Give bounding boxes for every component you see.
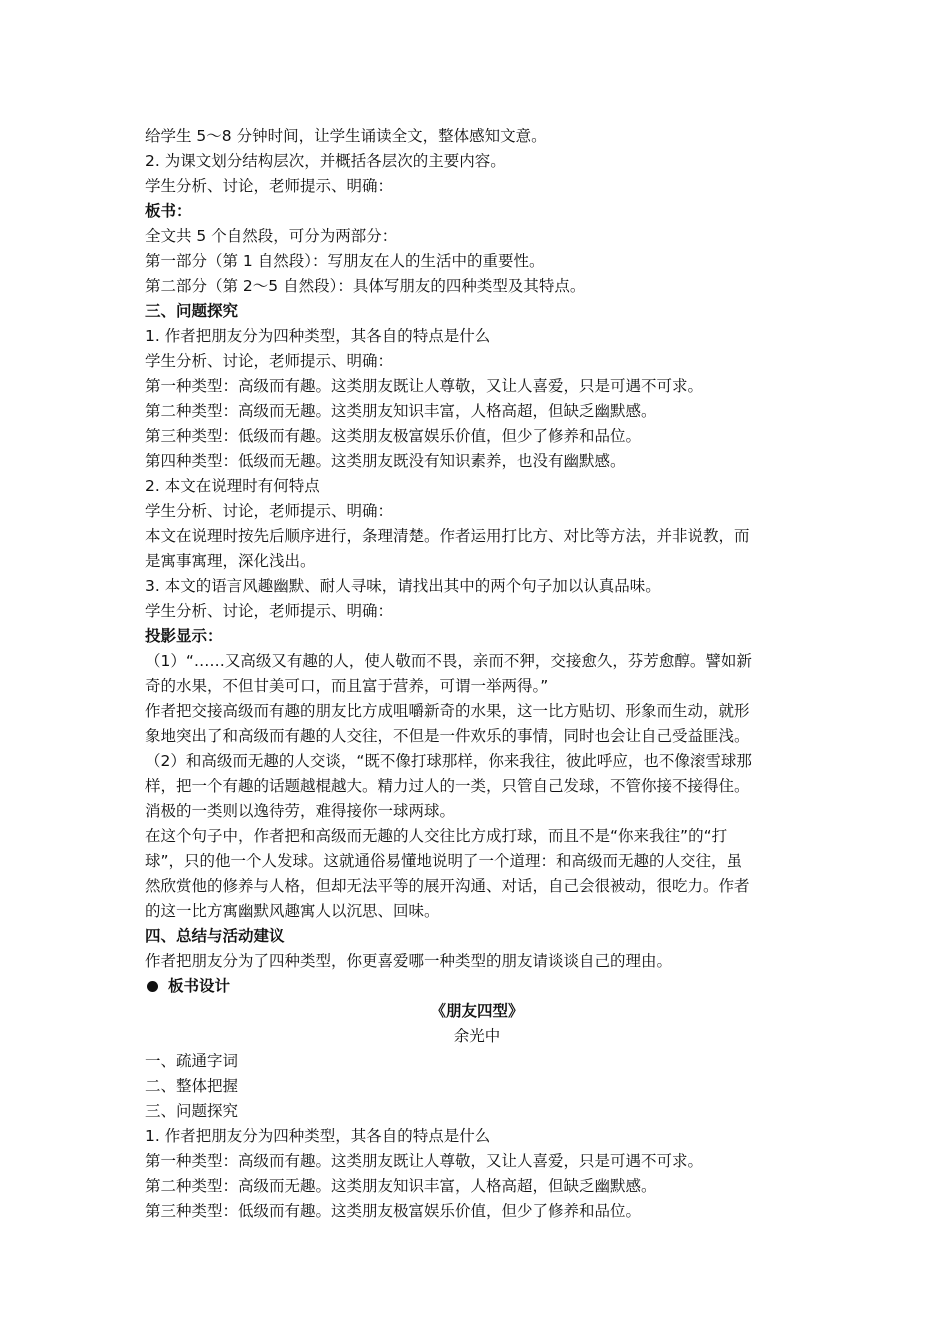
board-design-heading — [145, 974, 809, 999]
paragraph-line: 一、疏通字词 — [145, 1052, 239, 1070]
paragraph-line: 本文在说理时按先后顺序进行，条理清楚。作者运用打比方、对比等方法，并非说教，而 — [145, 527, 750, 545]
paragraph-line: 3. 本文的语言风趣幽默、耐人寻味，请找出其中的两个句子加以认真品味。 — [145, 577, 661, 595]
paragraph-line: 1. 作者把朋友分为四种类型，其各自的特点是什么 — [145, 1127, 491, 1145]
section-heading-inquiry: 三、问题探究 — [145, 302, 239, 320]
paragraph-line: 的这一比方寓幽默风趣寓人以沉思、回味。 — [145, 902, 440, 920]
paragraph-line: 象地突出了和高级而有趣的人交往，不但是一件欢乐的事情，同时也会让自己受益匪浅。 — [145, 727, 750, 745]
paragraph-line: 样，把一个有趣的话题越棍越大。精力过人的一类，只管自己发球，不管你接不接得住。 — [145, 777, 750, 795]
paragraph-line: 第一部分（第 1 自然段）：写朋友在人的生活中的重要性。 — [145, 252, 545, 270]
paragraph-line: 第三种类型：低级而有趣。这类朋友极富娱乐价值，但少了修养和品位。 — [145, 427, 642, 445]
paragraph-line: （1）“……又高级又有趣的人，使人敬而不畏，亲而不狎，交接愈久，芬芳愈醇。譬如新 — [145, 652, 752, 670]
paragraph-line: 学生分析、讨论，老师提示、明确： — [145, 352, 394, 370]
paragraph-line: 是寓事寓理，深化浅出。 — [145, 552, 316, 570]
paragraph-line: 学生分析、讨论，老师提示、明确： — [145, 502, 394, 520]
board-title: 《朋友四型》 — [430, 1002, 524, 1020]
paragraph-line: 2. 本文在说理时有何特点 — [145, 477, 320, 495]
board-author: 余光中 — [453, 1027, 501, 1045]
paragraph-line: 然欣赏他的修养与人格，但却无法平等的展开沟通、对话，自己会很被动，很吃力。作者 — [145, 877, 750, 895]
paragraph-line: 奇的水果，不但甘美可口，而且富于营养，可谓一举两得。” — [145, 677, 549, 695]
paragraph-line: 三、问题探究 — [145, 1102, 239, 1120]
paragraph-line: 给学生 5～8 分钟时间，让学生诵读全文，整体感知文意。 — [145, 127, 547, 145]
projection-heading: 投影显示： — [145, 627, 223, 645]
paragraph-line: 第四种类型：低级而无趣。这类朋友既没有知识素养，也没有幽默感。 — [145, 452, 626, 470]
paragraph-line: 作者把交接高级而有趣的朋友比方成咀嚼新奇的水果，这一比方贴切、形象而生动，就形 — [145, 702, 750, 720]
paragraph-line: 消极的一类则以逸待劳，难得接你一球两球。 — [145, 802, 456, 820]
bullet-icon — [147, 981, 158, 992]
paragraph-line: 作者把朋友分为了四种类型，你更喜爱哪一种类型的朋友请谈谈自己的理由。 — [145, 952, 673, 970]
paragraph-line: 第三种类型：低级而有趣。这类朋友极富娱乐价值，但少了修养和品位。 — [145, 1202, 642, 1220]
paragraph-line: 2. 为课文划分结构层次，并概括各层次的主要内容。 — [145, 152, 506, 170]
paragraph-line: 全文共 5 个自然段，可分为两部分： — [145, 227, 398, 245]
paragraph-line: 第一种类型：高级而有趣。这类朋友既让人尊敬，又让人喜爱，只是可遇不可求。 — [145, 377, 704, 395]
blackboard-heading: 板书： — [145, 202, 192, 220]
paragraph-line: （2）和高级而无趣的人交谈，“既不像打球那样，你来我往，彼此呼应，也不像滚雪球那 — [145, 752, 752, 770]
paragraph-line: 1. 作者把朋友分为四种类型，其各自的特点是什么 — [145, 327, 491, 345]
paragraph-line: 第一种类型：高级而有趣。这类朋友既让人尊敬，又让人喜爱，只是可遇不可求。 — [145, 1152, 704, 1170]
board-design-label: 板书设计 — [168, 977, 231, 995]
paragraph-line: 第二部分（第 2～5 自然段）：具体写朋友的四种类型及其特点。 — [145, 277, 586, 295]
paragraph-line: 第二种类型：高级而无趣。这类朋友知识丰富，人格高超，但缺乏幽默感。 — [145, 402, 657, 420]
document-page — [145, 124, 809, 1224]
paragraph-line: 学生分析、讨论，老师提示、明确： — [145, 177, 394, 195]
paragraph-line: 二、整体把握 — [145, 1077, 239, 1095]
paragraph-line: 球”，只的他一个人发球。这就通俗易懂地说明了一个道理：和高级而无趣的人交往，虽 — [145, 852, 743, 870]
paragraph-line: 在这个句子中，作者把和高级而无趣的人交往比方成打球，而且不是“你来我往”的“打 — [145, 827, 728, 845]
paragraph-line: 学生分析、讨论，老师提示、明确： — [145, 602, 394, 620]
paragraph-line: 第二种类型：高级而无趣。这类朋友知识丰富，人格高超，但缺乏幽默感。 — [145, 1177, 657, 1195]
section-heading-summary: 四、总结与活动建议 — [145, 927, 285, 945]
